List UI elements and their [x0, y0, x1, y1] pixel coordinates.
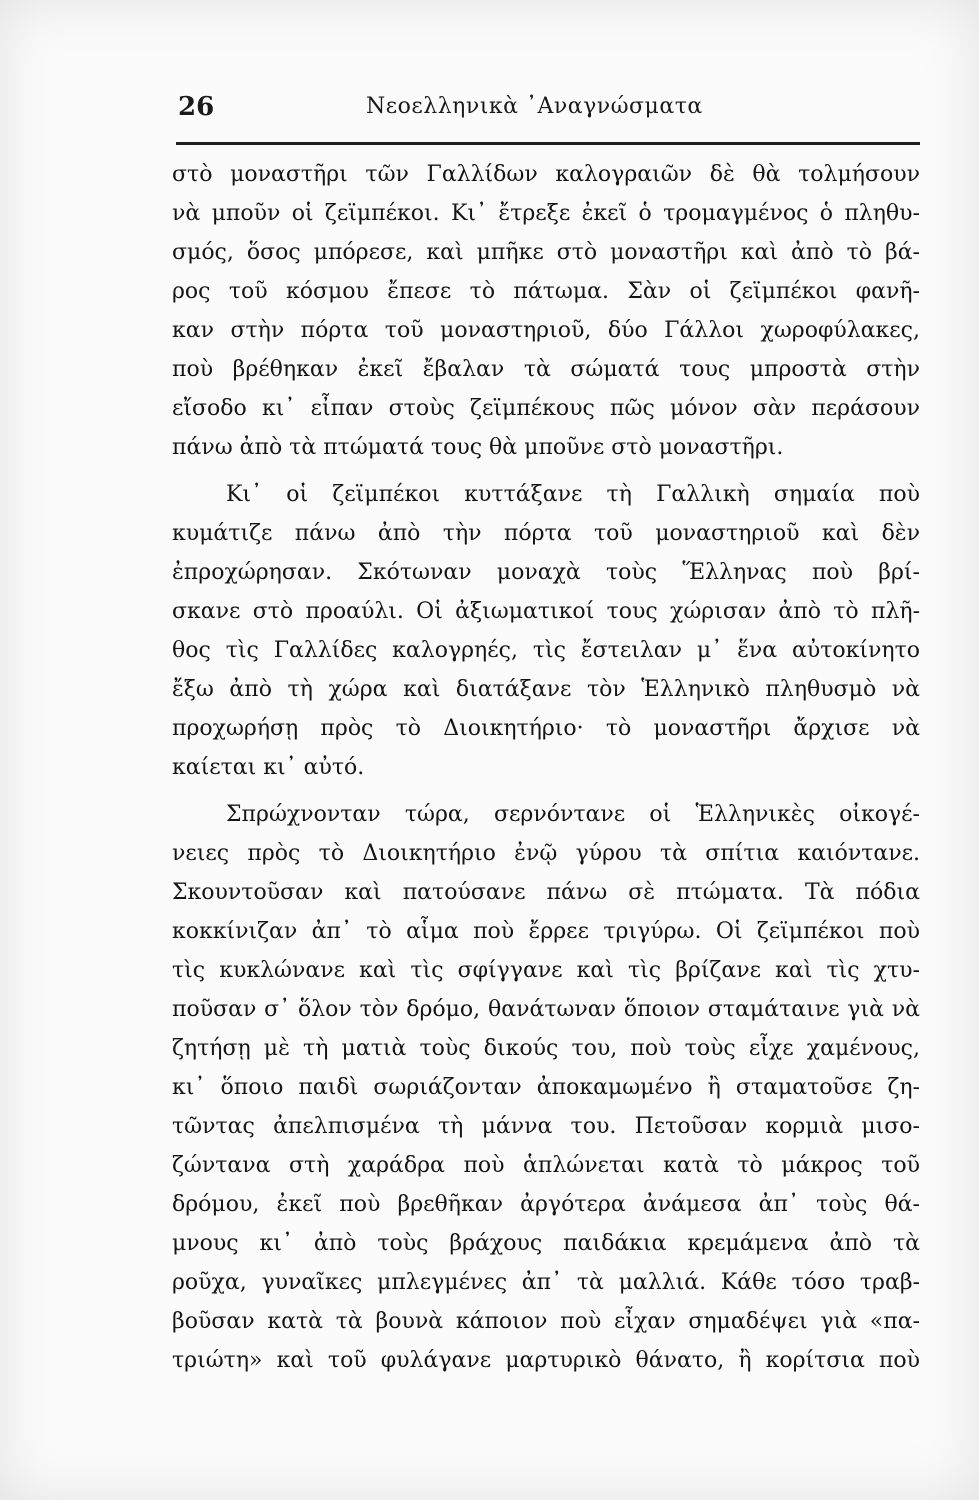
text-line: ποὺ βρέθηκαν ἐκεῖ ἔβαλαν τὰ σώματά τους μπροστὰ στὴν: [172, 357, 920, 382]
text-line: ἐπροχώρησαν. Σκότωναν μοναχὰ τοὺς Ἕλληνας ποὺ βρί-: [172, 560, 920, 585]
text-line: κυμάτιζε πάνω ἀπὸ τὴν πόρτα τοῦ μοναστηριοῦ καὶ δὲν: [172, 521, 920, 546]
text-line: εἴσοδο κι᾿ εἶπαν στοὺς ζεϊμπέκους πῶς μόνον σὰν περάσουν: [172, 396, 920, 421]
text-line: θος τὶς Γαλλίδες καλογρηές, τὶς ἔστειλαν μ᾿ ἕνα αὐτοκίνητο: [172, 638, 920, 663]
text-line: Σκουντοῦσαν καὶ πατούσανε πάνω σὲ πτώματα. Τὰ πόδια: [172, 880, 920, 905]
text-line: ρος τοῦ κόσμου ἔπεσε τὸ πάτωμα. Σὰν οἱ ζεϊμπέκοι φανῆ-: [172, 279, 920, 304]
running-title: Νεοελληνικὰ ᾿Αναγνώσματα: [366, 94, 703, 119]
text-line: σμός, ὅσος μπόρεσε, καὶ μπῆκε στὸ μοναστῆρι καὶ ἀπὸ τὸ βά-: [172, 240, 920, 265]
text-line: τῶντας ἀπελπισμένα τὴ μάννα του. Πετοῦσαν κορμιὰ μισο-: [172, 1114, 920, 1139]
text-line: καν στὴν πόρτα τοῦ μοναστηριοῦ, δύο Γάλλοι χωροφύλακες,: [172, 318, 920, 343]
page-header: [178, 92, 920, 126]
text-line: δρόμου, ἐκεῖ ποὺ βρεθῆκαν ἀργότερα ἀνάμεσα ἀπ᾿ τοὺς θά-: [172, 1192, 920, 1217]
text-line: Σπρώχνονταν τώρα, σερνόντανε οἱ Ἑλληνικὲς οἰκογέ-: [226, 802, 920, 827]
text-line: πάνω ἀπὸ τὰ πτώματά τους θὰ μποῦνε στὸ μοναστῆρι.: [172, 435, 784, 460]
text-line: στὸ μοναστῆρι τῶν Γαλλίδων καλογραιῶν δὲ θὰ τολμήσουν: [172, 162, 920, 187]
text-line: καίεται κι᾿ αὐτό.: [172, 755, 365, 780]
text-line: ποῦσαν σ᾿ ὅλον τὸν δρόμο, θανάτωναν ὅποιον σταμάταινε γιὰ νὰ: [172, 997, 920, 1022]
text-line: κι᾿ ὅποιο παιδὶ σωριάζονταν ἀποκαμωμένο ἢ σταματοῦσε ζη-: [172, 1075, 920, 1100]
text-line: προχωρήσῃ πρὸς τὸ Διοικητήριο· τὸ μοναστῆρι ἄρχισε νὰ: [172, 716, 920, 741]
page-number: 26: [178, 92, 215, 122]
text-line: νὰ μποῦν οἱ ζεϊμπέκοι. Κι᾿ ἔτρεξε ἐκεῖ ὁ τρομαγμένος ὁ πληθυ-: [172, 201, 920, 226]
text-line: κοκκίνιζαν ἀπ᾿ τὸ αἷμα ποὺ ἔρρεε τριγύρω. Οἱ ζεϊμπέκοι ποὺ: [172, 919, 920, 944]
text-line: ἔξω ἀπὸ τὴ χώρα καὶ διατάξανε τὸν Ἑλληνικὸ πληθυσμὸ νὰ: [172, 677, 920, 702]
text-line: τὶς κυκλώνανε καὶ τὶς σφίγγανε καὶ τὶς βρίζανε καὶ τὶς χτυ-: [172, 958, 920, 983]
header-rule: [176, 142, 920, 145]
text-line: ζώντανα στὴ χαράδρα ποὺ ἁπλώνεται κατὰ τὸ μάκρος τοῦ: [172, 1153, 920, 1178]
text-line: νειες πρὸς τὸ Διοικητήριο ἐνῷ γύρου τὰ σπίτια καιόντανε.: [172, 841, 920, 866]
text-line: ζητήσῃ μὲ τὴ ματιὰ τοὺς δικούς του, ποὺ τοὺς εἶχε χαμένους,: [172, 1036, 920, 1061]
text-line: τριώτη» καὶ τοῦ φυλάγανε μαρτυρικὸ θάνατο, ἢ κορίτσια ποὺ: [172, 1348, 920, 1373]
text-line: ροῦχα, γυναῖκες μπλεγμένες ἀπ᾿ τὰ μαλλιά. Κάθε τόσο τραβ-: [172, 1270, 920, 1295]
text-line: μνους κι᾿ ἀπὸ τοὺς βράχους παιδάκια κρεμάμενα ἀπὸ τὰ: [172, 1231, 920, 1256]
text-line: σκανε στὸ προαύλι. Οἱ ἀξιωματικοί τους χώρισαν ἀπὸ τὸ πλῆ-: [172, 599, 920, 624]
text-line: Κι᾿ οἱ ζεϊμπέκοι κυττάξανε τὴ Γαλλικὴ σημαία ποὺ: [226, 482, 920, 507]
text-line: βοῦσαν κατὰ τὰ βουνὰ κάποιον ποὺ εἶχαν σημαδέψει γιὰ «πα-: [172, 1309, 920, 1334]
